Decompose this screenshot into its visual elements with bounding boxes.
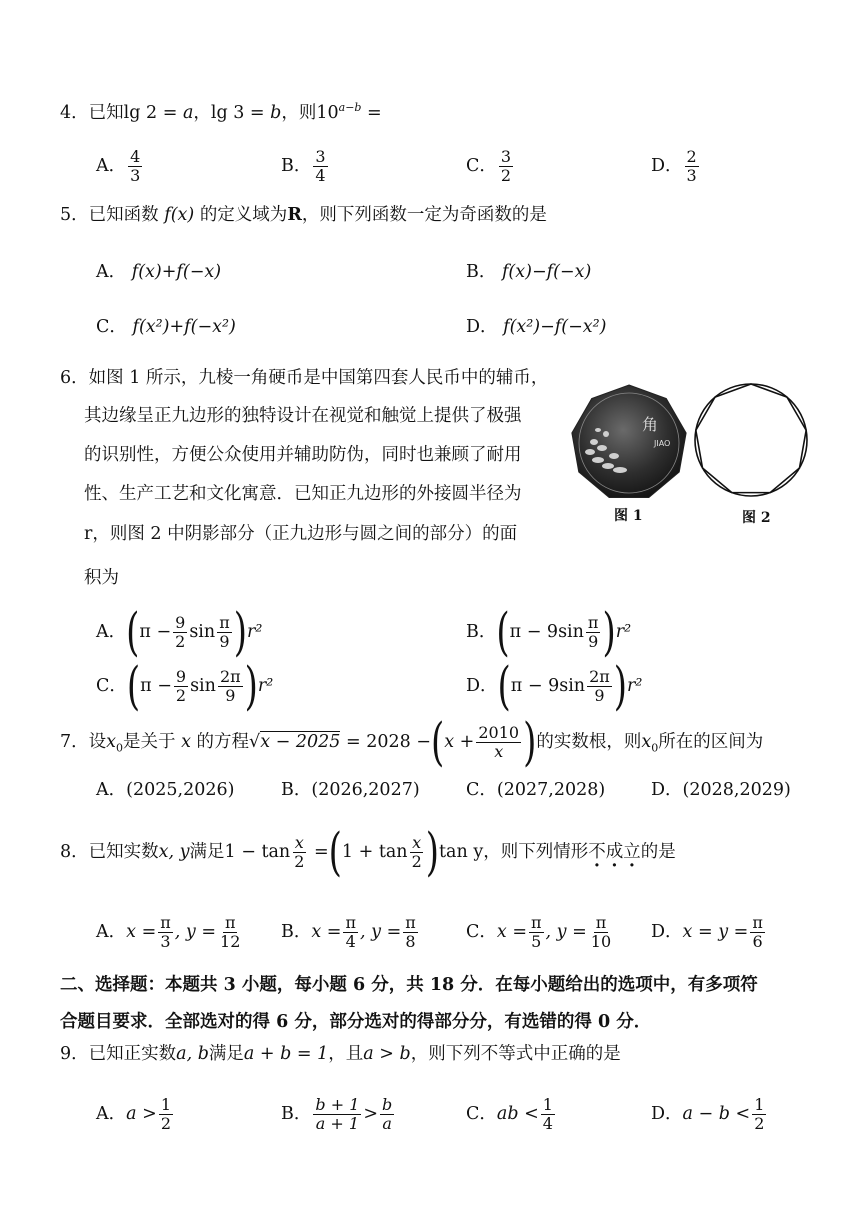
var-a: a bbox=[182, 102, 194, 123]
math-text: a − b < bbox=[682, 1104, 751, 1124]
coin-figure bbox=[568, 382, 690, 504]
q6-option-d[interactable] bbox=[466, 656, 643, 717]
math-text: = bbox=[308, 842, 329, 862]
option-label: B． bbox=[281, 780, 312, 800]
right-paren: ) bbox=[233, 602, 247, 663]
option-text: f(x)+f(−x) bbox=[131, 262, 222, 282]
q9-option-b[interactable] bbox=[281, 1096, 396, 1133]
denominator: 6 bbox=[752, 932, 763, 951]
stem-text: 满足 bbox=[208, 1044, 244, 1064]
q7-option-a[interactable] bbox=[96, 780, 234, 800]
fraction bbox=[292, 834, 306, 871]
stem-text: 的方程 bbox=[196, 732, 250, 752]
option-label: B． bbox=[281, 922, 312, 942]
q9-option-d[interactable] bbox=[651, 1096, 768, 1133]
denominator: 9 bbox=[219, 632, 230, 651]
math-text: a > bbox=[126, 1104, 157, 1124]
denominator: 10 bbox=[590, 932, 612, 951]
math-text: sin bbox=[189, 622, 216, 642]
option-label: C． bbox=[96, 676, 127, 696]
fraction bbox=[174, 668, 188, 705]
option-label: A． bbox=[96, 780, 127, 800]
left-paren: ( bbox=[126, 656, 141, 717]
stem-text: 如图 1 所示，九棱一角硬币是中国第四套人民币中的辅币， bbox=[88, 368, 549, 388]
denominator: 2 bbox=[160, 1114, 171, 1133]
fraction bbox=[380, 1096, 394, 1133]
stem-text: ，则下列函数一定为奇函数的是 bbox=[301, 205, 547, 225]
q9-option-c[interactable] bbox=[466, 1096, 557, 1133]
left-paren: ( bbox=[497, 656, 511, 717]
numerator: 1 bbox=[754, 1095, 765, 1114]
option-text: (2028,2029) bbox=[682, 780, 791, 800]
q5-option-b[interactable] bbox=[466, 262, 591, 282]
math-text: 1 + tan bbox=[341, 842, 408, 862]
option-label: A． bbox=[96, 156, 127, 176]
question-6-line-5: r，则图 2 中阴影部分（正九边形与圆之间的部分）的面 bbox=[84, 524, 518, 544]
denominator: 2 bbox=[175, 686, 187, 705]
question-6-line-6: 积为 bbox=[84, 568, 119, 588]
math-text: x + bbox=[444, 732, 475, 752]
condition: a + b = 1 bbox=[243, 1044, 329, 1064]
left-paren: ( bbox=[126, 602, 140, 663]
denominator: a + 1 bbox=[315, 1114, 360, 1133]
option-label: D． bbox=[651, 780, 683, 800]
denominator: 9 bbox=[225, 686, 236, 705]
q7-option-d[interactable] bbox=[651, 780, 791, 800]
q8-option-a[interactable] bbox=[96, 914, 244, 951]
left-paren: ( bbox=[328, 822, 342, 883]
left-paren: ( bbox=[496, 602, 510, 663]
stem-text: 已知函数 bbox=[88, 205, 159, 225]
numerator: π bbox=[224, 913, 236, 932]
fraction bbox=[158, 914, 173, 951]
figure-1-caption: 图 1 bbox=[614, 508, 643, 524]
option-label: A． bbox=[96, 1104, 127, 1124]
subscript: 0 bbox=[116, 741, 124, 755]
math-text: sin bbox=[190, 676, 216, 696]
math-text: ab < bbox=[496, 1104, 539, 1124]
sqrt-body: x − 2025 bbox=[260, 732, 341, 752]
right-paren: ) bbox=[602, 602, 616, 663]
option-label: A． bbox=[96, 622, 127, 642]
option-label: B． bbox=[466, 262, 497, 282]
fraction bbox=[586, 614, 601, 651]
sqrt-sign: √ bbox=[249, 732, 261, 752]
denominator: 2 bbox=[411, 852, 422, 871]
question-number: 8． bbox=[60, 842, 89, 862]
math-text: π − 9sin bbox=[509, 622, 584, 642]
fraction bbox=[541, 1096, 555, 1133]
q7-option-b[interactable] bbox=[281, 780, 420, 800]
question-6-line-2: 其边缘呈正九边形的独特设计在视觉和触觉上提供了极强 bbox=[84, 406, 522, 426]
fraction bbox=[218, 668, 243, 705]
right-paren: ) bbox=[523, 712, 537, 773]
numerator: 9 bbox=[175, 613, 186, 632]
math-text: 1 − tan bbox=[224, 842, 291, 862]
q4-option-c[interactable] bbox=[466, 148, 515, 185]
option-label: D． bbox=[466, 317, 498, 337]
math-text: π − bbox=[140, 676, 172, 696]
fraction bbox=[403, 914, 418, 951]
question-8-stem bbox=[60, 822, 676, 883]
denominator: 2 bbox=[500, 166, 512, 185]
denominator: 12 bbox=[220, 932, 241, 951]
nonagon-circle-figure bbox=[691, 380, 811, 500]
question-6-line-4: 性、生产工艺和文化寓意．已知正九边形的外接圆半径为 bbox=[84, 484, 522, 504]
var-x0: x bbox=[106, 732, 117, 752]
math-text: x = y = bbox=[682, 922, 749, 942]
q5-option-c[interactable] bbox=[96, 317, 236, 337]
coin-jiao-text: JIAO bbox=[654, 439, 671, 448]
subscript: 0 bbox=[651, 741, 659, 755]
q4-option-a[interactable] bbox=[96, 148, 144, 185]
math-text: r² bbox=[615, 622, 632, 642]
q5-option-a[interactable] bbox=[96, 262, 221, 282]
q8-option-b[interactable] bbox=[281, 914, 420, 951]
fraction bbox=[752, 1096, 766, 1133]
fraction bbox=[410, 834, 424, 871]
math-text: , y = bbox=[545, 922, 587, 942]
q8-option-c[interactable] bbox=[466, 914, 615, 951]
q8-option-d[interactable] bbox=[651, 914, 767, 951]
fraction bbox=[587, 668, 612, 705]
stem-text: 满足 bbox=[189, 842, 225, 862]
emphasis-char: 不 bbox=[588, 842, 606, 862]
option-label: C． bbox=[466, 156, 497, 176]
option-label: C． bbox=[466, 1104, 497, 1124]
q6-option-c[interactable] bbox=[96, 656, 274, 717]
q7-option-c[interactable] bbox=[466, 780, 605, 800]
numerator: π bbox=[345, 913, 356, 932]
exponent: a−b bbox=[338, 101, 362, 114]
fraction bbox=[343, 914, 358, 951]
question-number: 5． bbox=[60, 205, 89, 225]
question-6-line-1 bbox=[60, 368, 548, 388]
option-label: A． bbox=[96, 922, 127, 942]
real-set: R bbox=[287, 205, 302, 225]
question-number: 9． bbox=[60, 1044, 89, 1064]
stem-text: 的实数根，则 bbox=[536, 732, 642, 752]
numerator: 1 bbox=[542, 1095, 553, 1114]
math-text: x = bbox=[311, 922, 342, 942]
stem-text: 已知正实数 bbox=[88, 1044, 177, 1064]
math-text: r² bbox=[257, 676, 274, 696]
stem-text: 的定义域为 bbox=[199, 205, 288, 225]
math-text: tan y bbox=[439, 842, 484, 862]
right-paren: ) bbox=[244, 656, 258, 717]
section-2-heading: 二、选择题：本题共 3 小题，每小题 6 分，共 18 分．在每小题给出的选项中，有多项符 bbox=[60, 975, 758, 995]
numerator: 3 bbox=[315, 147, 326, 166]
option-label: D． bbox=[651, 922, 683, 942]
figure-2-caption: 图 2 bbox=[742, 510, 771, 526]
numerator: 2π bbox=[219, 667, 241, 686]
option-text: (2026,2027) bbox=[311, 780, 420, 800]
stem-text: 的是 bbox=[640, 842, 676, 862]
q6-option-b[interactable] bbox=[466, 602, 632, 663]
denominator: 4 bbox=[345, 932, 356, 951]
function-fx: f(x) bbox=[164, 205, 195, 225]
stem-text: ，且 bbox=[328, 1044, 364, 1064]
math-text: x = bbox=[496, 922, 527, 942]
math-text: , y = bbox=[360, 922, 402, 942]
option-label: B． bbox=[466, 622, 497, 642]
denominator: 9 bbox=[588, 632, 599, 651]
numerator: x bbox=[412, 833, 422, 852]
option-text: f(x²)+f(−x²) bbox=[132, 317, 236, 337]
question-number: 6． bbox=[60, 368, 89, 388]
numerator: π bbox=[405, 913, 416, 932]
left-paren: ( bbox=[430, 712, 445, 773]
fraction bbox=[313, 1096, 361, 1133]
denominator: 2 bbox=[175, 632, 186, 651]
denominator: 2 bbox=[294, 852, 305, 871]
right-paren: ) bbox=[613, 656, 628, 717]
option-label: D． bbox=[466, 676, 498, 696]
option-label: B． bbox=[281, 1104, 312, 1124]
numerator: 1 bbox=[160, 1095, 171, 1114]
math-text: > bbox=[363, 1104, 379, 1124]
question-number: 7． bbox=[60, 732, 89, 752]
var-b: b bbox=[270, 102, 282, 123]
numerator: 2010 bbox=[478, 723, 520, 742]
numerator: π bbox=[595, 913, 607, 932]
fraction bbox=[313, 148, 327, 185]
fraction bbox=[685, 148, 699, 185]
fraction bbox=[750, 914, 765, 951]
q4-option-b[interactable] bbox=[281, 148, 330, 185]
numerator: b + 1 bbox=[315, 1095, 360, 1114]
stem-text: 是关于 bbox=[123, 732, 176, 752]
emphasis-char: 立 bbox=[623, 842, 641, 862]
section-2-instructions: 合题目要求．全部选对的得 6 分，部分选对的得部分分，有选错的得 0 分． bbox=[60, 1012, 652, 1032]
vars: x, y bbox=[158, 842, 190, 862]
denominator: 2 bbox=[754, 1114, 765, 1133]
stem-math: ，lg 3 = bbox=[193, 102, 271, 123]
q4-option-d[interactable] bbox=[651, 148, 701, 185]
question-4-stem bbox=[60, 98, 382, 123]
math-text: r² bbox=[627, 676, 643, 696]
denominator: 3 bbox=[686, 166, 697, 185]
stem-text: 设 bbox=[88, 732, 107, 752]
stem-math: lg 2 = bbox=[123, 102, 183, 123]
question-6-line-3: 的识别性，方便公众使用并辅助防伪，同时也兼顾了耐用 bbox=[84, 445, 522, 465]
numerator: x bbox=[294, 833, 304, 852]
denominator: 5 bbox=[531, 932, 542, 951]
option-label: C． bbox=[96, 317, 127, 337]
math-text: π − bbox=[139, 622, 172, 642]
option-text: (2027,2028) bbox=[496, 780, 606, 800]
var-x0: x bbox=[641, 732, 652, 752]
emphasis-char: 成 bbox=[605, 842, 624, 862]
numerator: π bbox=[531, 913, 542, 932]
question-5-stem bbox=[60, 205, 547, 225]
stem-math: ，则10 bbox=[281, 102, 339, 123]
equals-sign: = bbox=[361, 102, 382, 123]
fraction bbox=[218, 914, 242, 951]
numerator: π bbox=[587, 613, 599, 632]
numerator: 2π bbox=[589, 667, 610, 686]
math-text: x = bbox=[126, 922, 157, 942]
math-text: , y = bbox=[174, 922, 217, 942]
numerator: 9 bbox=[175, 667, 187, 686]
option-text: f(x)−f(−x) bbox=[501, 262, 592, 282]
math-text: = 2028 − bbox=[340, 732, 431, 752]
fraction bbox=[499, 148, 513, 185]
numerator: π bbox=[752, 913, 763, 932]
numerator: π bbox=[219, 613, 230, 632]
q6-option-a[interactable] bbox=[96, 602, 263, 663]
denominator: 3 bbox=[130, 166, 141, 185]
denominator: 3 bbox=[160, 932, 171, 951]
math-text: π − 9sin bbox=[510, 676, 586, 696]
fraction bbox=[128, 148, 142, 185]
right-paren: ) bbox=[425, 822, 440, 883]
var-x: x bbox=[181, 732, 191, 752]
numerator: 2 bbox=[686, 147, 697, 166]
question-number: 4． bbox=[60, 102, 89, 123]
fraction bbox=[529, 914, 544, 951]
option-label: C． bbox=[466, 780, 497, 800]
stem-text: 已知实数 bbox=[88, 842, 159, 862]
circumscribed-circle bbox=[695, 384, 807, 496]
denominator: 8 bbox=[405, 932, 416, 951]
question-9-stem bbox=[60, 1044, 621, 1064]
condition: a > b bbox=[363, 1044, 411, 1064]
numerator: π bbox=[160, 913, 171, 932]
stem-text: ，则下列情形 bbox=[483, 842, 589, 862]
numerator: b bbox=[382, 1095, 393, 1114]
option-label: D． bbox=[651, 1104, 683, 1124]
fraction bbox=[589, 914, 613, 951]
stem-text: 已知 bbox=[88, 102, 124, 123]
denominator: x bbox=[494, 742, 504, 761]
denominator: 4 bbox=[542, 1114, 553, 1133]
math-text: r² bbox=[246, 622, 263, 642]
fraction bbox=[173, 614, 187, 651]
option-text: f(x²)−f(−x²) bbox=[503, 317, 607, 337]
denominator: 4 bbox=[315, 166, 326, 185]
vars: a, b bbox=[176, 1044, 209, 1064]
fraction bbox=[159, 1096, 173, 1133]
coin-denomination: 角 bbox=[642, 415, 659, 434]
denominator: 9 bbox=[594, 686, 605, 705]
option-label: D． bbox=[651, 156, 683, 176]
stem-text: 所在的区间为 bbox=[658, 732, 764, 752]
denominator: a bbox=[382, 1114, 392, 1133]
q5-option-d[interactable] bbox=[466, 317, 606, 337]
option-label: C． bbox=[466, 922, 497, 942]
numerator: 3 bbox=[500, 147, 512, 166]
q9-option-a[interactable] bbox=[96, 1096, 175, 1133]
option-label: A． bbox=[96, 262, 127, 282]
option-text: (2025,2026) bbox=[126, 780, 235, 800]
numerator: 4 bbox=[130, 147, 141, 166]
question-7-stem bbox=[60, 712, 764, 773]
fraction bbox=[476, 724, 521, 761]
fraction bbox=[217, 614, 232, 651]
stem-text: ，则下列不等式中正确的是 bbox=[410, 1044, 621, 1064]
option-label: B． bbox=[281, 156, 312, 176]
